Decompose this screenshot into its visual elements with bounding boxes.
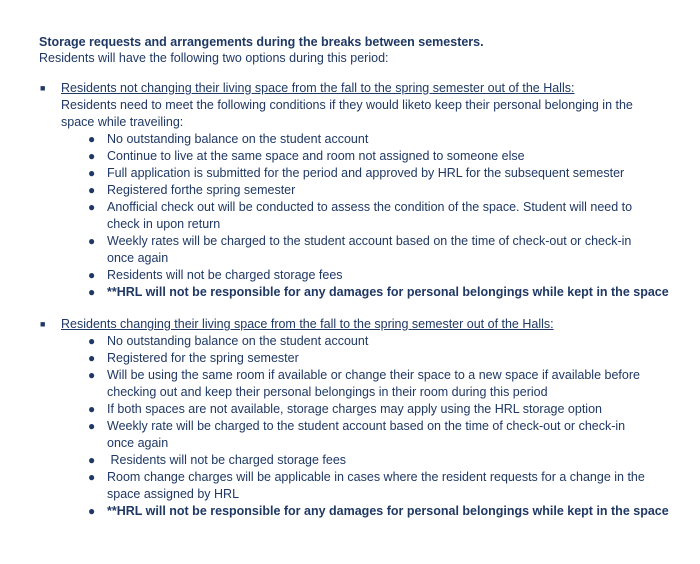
bullet-icon: ● xyxy=(88,351,96,365)
intro-text: Residents will have the following two options during this period: xyxy=(39,51,389,65)
list-item-text: If both spaces are not available, storage charges may apply using the HRL storage option xyxy=(107,402,602,416)
disclaimer-text: **HRL will not be responsible for any damages for personal belongings while kept in the space xyxy=(107,285,669,299)
bullet-icon: ● xyxy=(88,200,96,214)
list-item-text: No outstanding balance on the student account xyxy=(107,132,369,146)
section-title: Residents changing their living space from the fall to the spring semester out of the Halls: xyxy=(61,317,554,331)
list-item-text: Weekly rates will be charged to the student account based on the time of check-out or check-in once again xyxy=(107,234,632,265)
section-title: Residents not changing their living space from the fall to the spring semester out of the Halls: xyxy=(61,81,575,95)
square-bullet-icon: ■ xyxy=(40,83,46,93)
list-item-text: Room change charges will be applicable in cases where the resident requests for a change in the space assigned by HRL xyxy=(107,470,645,501)
bullet-icon: ● xyxy=(88,166,96,180)
bullet-icon: ● xyxy=(88,234,96,248)
list-item-text: Registered forthe spring semester xyxy=(107,183,296,197)
bullet-icon: ● xyxy=(88,419,96,433)
bullet-icon: ● xyxy=(88,285,96,299)
list-item-text: Residents will not be charged storage fees xyxy=(107,453,347,467)
bullet-icon: ● xyxy=(88,470,96,484)
bullet-icon: ● xyxy=(88,132,96,146)
list-item-text: Registered for the spring semester xyxy=(107,351,299,365)
section-description: Residents need to meet the following conditions if they would liketo keep their personal belonging in the space while traveiling: xyxy=(61,98,633,129)
list-item-text: Continue to live at the same space and room not assigned to someone else xyxy=(107,149,525,163)
page-heading: Storage requests and arrangements during the breaks between semesters. xyxy=(39,35,484,49)
list-item-text: No outstanding balance on the student account xyxy=(107,334,369,348)
list-item-text: Weekly rate will be charged to the student account based on the time of check-out or check-in once again xyxy=(107,419,626,450)
disclaimer-text: **HRL will not be responsible for any damages for personal belongings while kept in the space xyxy=(107,504,669,518)
bullet-icon: ● xyxy=(88,334,96,348)
bullet-icon: ● xyxy=(88,453,96,467)
bullet-icon: ● xyxy=(88,149,96,163)
bullet-icon: ● xyxy=(88,402,96,416)
list-item-text: Full application is submitted for the period and approved by HRL for the subsequent semester xyxy=(107,166,625,180)
list-item-text: Anofficial check out will be conducted to assess the condition of the space. Student will need to check in upon return xyxy=(107,200,633,231)
list-item-text: Will be using the same room if available or change their space to a new space if available before checking out and keep their personal belongings in their room during this period xyxy=(107,368,640,399)
bullet-icon: ● xyxy=(88,183,96,197)
bullet-icon: ● xyxy=(88,504,96,518)
bullet-icon: ● xyxy=(88,268,96,282)
square-bullet-icon: ■ xyxy=(40,319,46,329)
list-item-text: Residents will not be charged storage fees xyxy=(107,268,343,282)
bullet-icon: ● xyxy=(88,368,96,382)
